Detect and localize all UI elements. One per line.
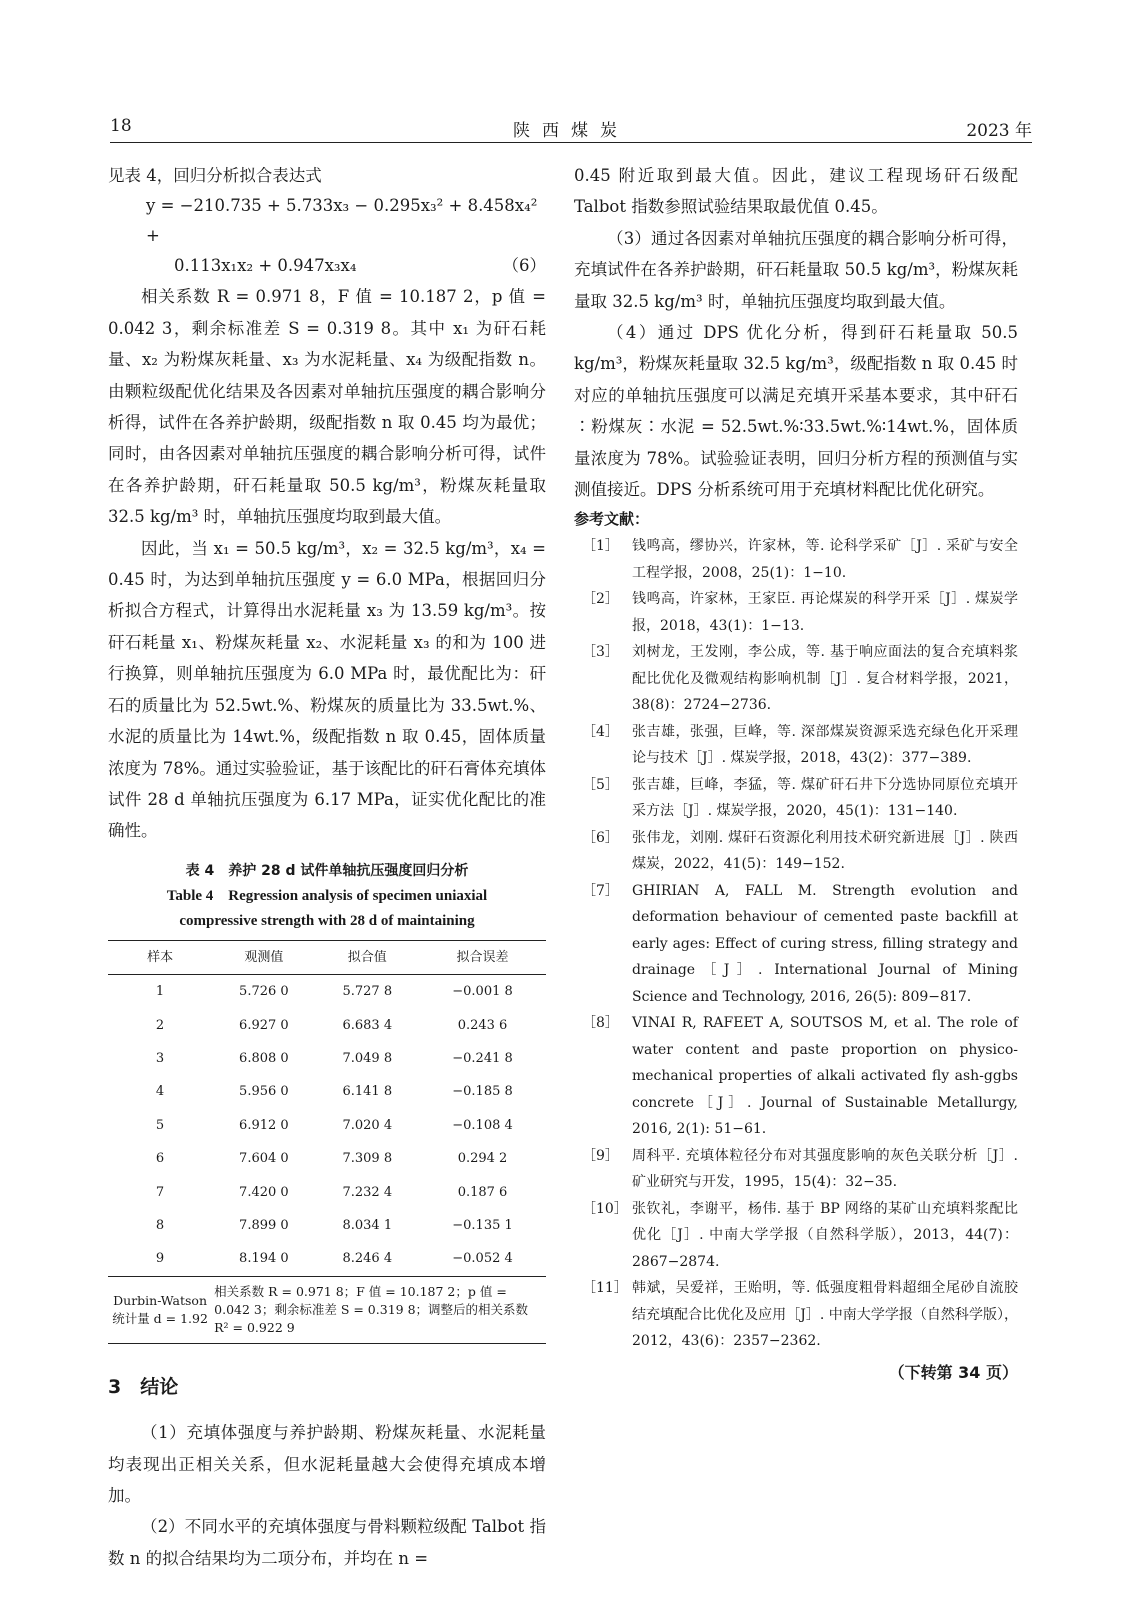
table-cell: 7.309 8	[342, 1151, 393, 1167]
reference-text: 张吉雄，巨峰，李猛，等. 煤矿矸石井下分选协同原位充填开采方法［J］. 煤炭学报，2020，45(1)：131−140.	[632, 776, 1018, 820]
reference-text: 张伟龙，刘刚. 煤矸石资源化利用技术研究新进展［J］. 陕西煤炭，2022，41(5)：149−152.	[632, 829, 1018, 873]
equation-6	[108, 191, 546, 281]
table-cell: 5.726 0	[239, 984, 289, 1000]
table-row	[108, 1176, 546, 1209]
paragraph-stats: 相关系数 R = 0.971 8，F 值 = 10.187 2，p 值 = 0.042 3，剩余标准差 S = 0.319 8。其中 x₁ 为矸石耗量、x₂ 为粉煤灰耗量、x₃ 为水泥耗量、x₄ 为级配指数 n。由颗粒级配优化结果及各因素对单轴抗压强度的耦合影响分析得，试件在各养护龄期，级配指数 n 取 0.45 均为最优；同时，由各因素对单轴抗压强度的耦合影响分析可得，试件在各养护龄期，矸石耗量取 50.5 kg/m³，粉煤灰耗量取 32.5 kg/m³ 时，单轴抗压强度均取到最大值。	[108, 287, 546, 527]
table-cell: −0.108 4	[452, 1117, 513, 1133]
reference-number: ［5］	[582, 776, 619, 793]
column-header: 观测值	[212, 940, 315, 974]
table-cell: 6.927 0	[239, 1017, 289, 1033]
reference-number: ［2］	[582, 591, 619, 608]
reference-text: 钱鸣高，缪协兴，许家林，等. 论科学采矿［J］. 采矿与安全工程学报，2008，25(1)：1−10.	[632, 538, 1018, 581]
table-row	[108, 1109, 546, 1142]
conclusion-2-end: 0.45 附近取到最大值。因此，建议工程现场矸石级配 Talbot 指数参照试验结果取最优值 0.45。	[574, 166, 1018, 217]
fit-stats-cell: 相关系数 R = 0.971 8；F 值 = 10.187 2；p 值 = 0.042 3；剩余标准差 S = 0.319 8；调整后的相关系数 R² = 0.922 9	[212, 1276, 546, 1343]
table-row	[108, 1009, 546, 1042]
reference-number: ［4］	[582, 723, 619, 740]
table-cell: 8.246 4	[342, 1251, 393, 1267]
reference-number: ［1］	[582, 538, 619, 555]
table-4	[108, 859, 546, 1344]
conclusion-1: （1）充填体强度与养护龄期、粉煤灰耗量、水泥耗量均表现出正相关关系，但水泥耗量越大会使得充填成本增加。	[108, 1423, 546, 1505]
reference-number: ［8］	[582, 1015, 619, 1032]
table-cell: 7	[155, 1184, 165, 1200]
conclusion-3: （3）通过各因素对单轴抗压强度的耦合影响分析可得，充填试件在各养护龄期，矸石耗量取 50.5 kg/m³，粉煤灰耗量取 32.5 kg/m³ 时，单轴抗压强度均取到最大值。	[574, 228, 1018, 311]
references-list	[574, 533, 1018, 1355]
reference-text: 钱鸣高，许家林，王家臣. 再论煤炭的科学开采［J］. 煤炭学报，2018，43(1)：1−13.	[632, 591, 1018, 634]
column-header: 样本	[108, 940, 212, 974]
table-row	[108, 1242, 546, 1276]
table-cell: 7.049 8	[342, 1050, 393, 1066]
table-cell: 6.808 0	[239, 1050, 289, 1066]
regression-table	[108, 940, 546, 1344]
table-cell: −0.135 1	[452, 1217, 513, 1233]
table-row	[108, 1142, 546, 1175]
table-cell: −0.001 8	[452, 984, 513, 1000]
table-cell: −0.052 4	[452, 1251, 513, 1267]
equation-number: （6）	[502, 256, 546, 276]
table-caption-en-2: compressive strength with 28 d of maintaining	[179, 912, 475, 929]
reference-number: ［9］	[582, 1147, 619, 1164]
durbin-watson-cell: Durbin-Watson 统计量 d = 1.92	[108, 1276, 212, 1343]
paragraph-intro: 见表 4，回归分析拟合表达式	[108, 166, 322, 185]
reference-item	[574, 586, 1018, 639]
table-row	[108, 1075, 546, 1108]
table-caption-cn: 表 4 养护 28 d 试件单轴抗压强度回归分析	[185, 862, 469, 879]
table-cell: 9	[155, 1251, 165, 1267]
table-cell: 7.020 4	[342, 1117, 393, 1133]
column-header: 拟合误差	[419, 940, 546, 974]
table-cell: −0.241 8	[452, 1050, 513, 1066]
reference-number: ［6］	[582, 829, 619, 846]
table-row	[108, 975, 546, 1009]
table-row	[108, 1209, 546, 1242]
table-cell: 8.034 1	[342, 1217, 393, 1233]
reference-item	[574, 825, 1018, 878]
table-cell: 3	[155, 1050, 165, 1066]
table-cell: 7.604 0	[239, 1151, 289, 1167]
table-cell: 7.232 4	[342, 1184, 393, 1200]
table-cell: 7.420 0	[239, 1184, 289, 1200]
table-cell: 6.141 8	[342, 1084, 393, 1100]
table-caption-en-1: Table 4 Regression analysis of specimen uniaxial	[166, 887, 488, 904]
reference-text: GHIRIAN A, FALL M. Strength evolution and deformation behaviour of cemented paste backfill at early ages: Effect of curing stress, filling strategy and drainage［J］. International Journal of Mining Science and Technology, 2016, 26(5): 809−817.	[632, 882, 1018, 1005]
reference-text: 韩斌，吴爱祥，王贻明，等. 低强度粗骨料超细全尾砂自流胶结充填配合比优化及应用［J］. 中南大学学报（自然科学版），2012，43(6)：2357−2362.	[632, 1280, 1018, 1350]
reference-item	[574, 639, 1018, 719]
reference-item	[574, 1196, 1018, 1276]
table-cell: 8.194 0	[239, 1251, 289, 1267]
reference-text: 刘树龙，王发刚，李公成，等. 基于响应面法的复合充填料浆配比优化及微观结构影响机制［J］. 复合材料学报，2021，38(8)：2724−2736.	[632, 644, 1018, 714]
table-cell: 4	[155, 1084, 165, 1100]
table-row	[108, 1042, 546, 1075]
column-header: 拟合值	[316, 940, 419, 974]
equation-line-2: 0.113x₁x₂ + 0.947x₃x₄	[174, 256, 357, 276]
references-title: 参考文献：	[574, 510, 650, 529]
table-cell: 7.899 0	[239, 1217, 289, 1233]
reference-number: ［11］	[582, 1280, 628, 1297]
equation-line-1: y = −210.735 + 5.733x₃ − 0.295x₃² + 8.458x₄² +	[146, 196, 538, 246]
conclusion-2-start: （2）不同水平的充填体强度与骨料颗粒级配 Talbot 指数 n 的拟合结果均为二项分布，并均在 n =	[108, 1517, 546, 1568]
reference-number: ［10］	[582, 1200, 628, 1217]
reference-item	[574, 1010, 1018, 1143]
reference-number: ［3］	[582, 644, 619, 661]
table-cell: 5.956 0	[239, 1084, 289, 1100]
reference-item	[574, 1143, 1018, 1196]
table-cell: 0.243 6	[457, 1017, 508, 1033]
table-cell: 1	[155, 984, 165, 1000]
reference-item	[574, 772, 1018, 825]
section-title: 3 结论	[108, 1375, 179, 1398]
table-cell: 6	[155, 1151, 165, 1167]
table-cell: 5	[155, 1117, 165, 1133]
reference-number: ［7］	[582, 882, 619, 899]
reference-text: VINAI R, RAFEET A, SOUTSOS M, et al. The role of water content and paste proportion on physico-mechanical properties of alkali activated fly ash-ggbs concrete［J］. Journal of Sustainable Metallurgy, 2016, 2(1): 51−61.	[632, 1015, 1018, 1138]
table-cell: 0.294 2	[457, 1151, 508, 1167]
paragraph-optimal: 因此，当 x₁ = 50.5 kg/m³，x₂ = 32.5 kg/m³，x₄ = 0.45 时，为达到单轴抗压强度 y = 6.0 MPa，根据回归分析拟合方程式，计算得出水泥耗量 x₃ 为 13.59 kg/m³。按矸石耗量 x₁、粉煤灰耗量 x₂、水泥耗量 x₃ 的和为 100 进行换算，则单轴抗压强度为 6.0 MPa 时，最优配比为：矸石的质量比为 52.5wt.%、粉煤灰的质量比为 33.5wt.%、水泥的质量比为 14wt.%，级配指数 n 取 0.45，固体质量浓度为 78%。通过实验验证，基于该配比的矸石膏体充填体试件 28 d 单轴抗压强度为 6.17 MPa，证实优化配比的准确性。	[108, 538, 546, 841]
reference-item	[574, 533, 1018, 586]
right-column	[574, 160, 1018, 1388]
issue-year: 2023 年	[966, 121, 1032, 141]
left-column	[108, 160, 546, 1574]
page-number: 18	[110, 116, 132, 136]
table-cell: 5.727 8	[342, 984, 393, 1000]
continued-note: （下转第 34 页）	[888, 1362, 1018, 1382]
reference-text: 张吉雄，张强，巨峰，等. 深部煤炭资源采选充绿色化开采理论与技术［J］. 煤炭学报，2018，43(2)：377−389.	[632, 723, 1018, 767]
table-cell: 6.912 0	[239, 1117, 289, 1133]
reference-text: 张钦礼，李谢平，杨伟. 基于 BP 网络的某矿山充填料浆配比优化［J］. 中南大学学报（自然科学版），2013，44(7)：2867−2874.	[632, 1200, 1018, 1270]
table-cell: 2	[155, 1017, 165, 1033]
table-cell: 8	[155, 1217, 165, 1233]
conclusion-4: （4）通过 DPS 优化分析，得到矸石耗量取 50.5 kg/m³，粉煤灰耗量取 32.5 kg/m³，级配指数 n 取 0.45 时对应的单轴抗压强度可以满足充填开采基本要求，其中矸石∶粉煤灰∶水泥 = 52.5wt.%∶33.5wt.%∶14wt.%，固体质量浓度为 78%。试验验证表明，回归分析方程的预测值与实测值接近。DPS 分析系统可用于充填材料配比优化研究。	[574, 323, 1018, 500]
reference-item	[574, 878, 1018, 1011]
table-cell: 0.187 6	[457, 1184, 508, 1200]
table-cell: −0.185 8	[452, 1084, 513, 1100]
reference-item	[574, 719, 1018, 772]
journal-name: 陕西煤炭	[513, 121, 629, 141]
table-cell: 6.683 4	[342, 1017, 393, 1033]
reference-item	[574, 1275, 1018, 1355]
table-fit-row	[108, 1276, 546, 1343]
reference-text: 周科平. 充填体粒径分布对其强度影响的灰色关联分析［J］. 矿业研究与开发，1995，15(4)：32−35.	[632, 1147, 1018, 1191]
page-header	[110, 112, 1032, 143]
